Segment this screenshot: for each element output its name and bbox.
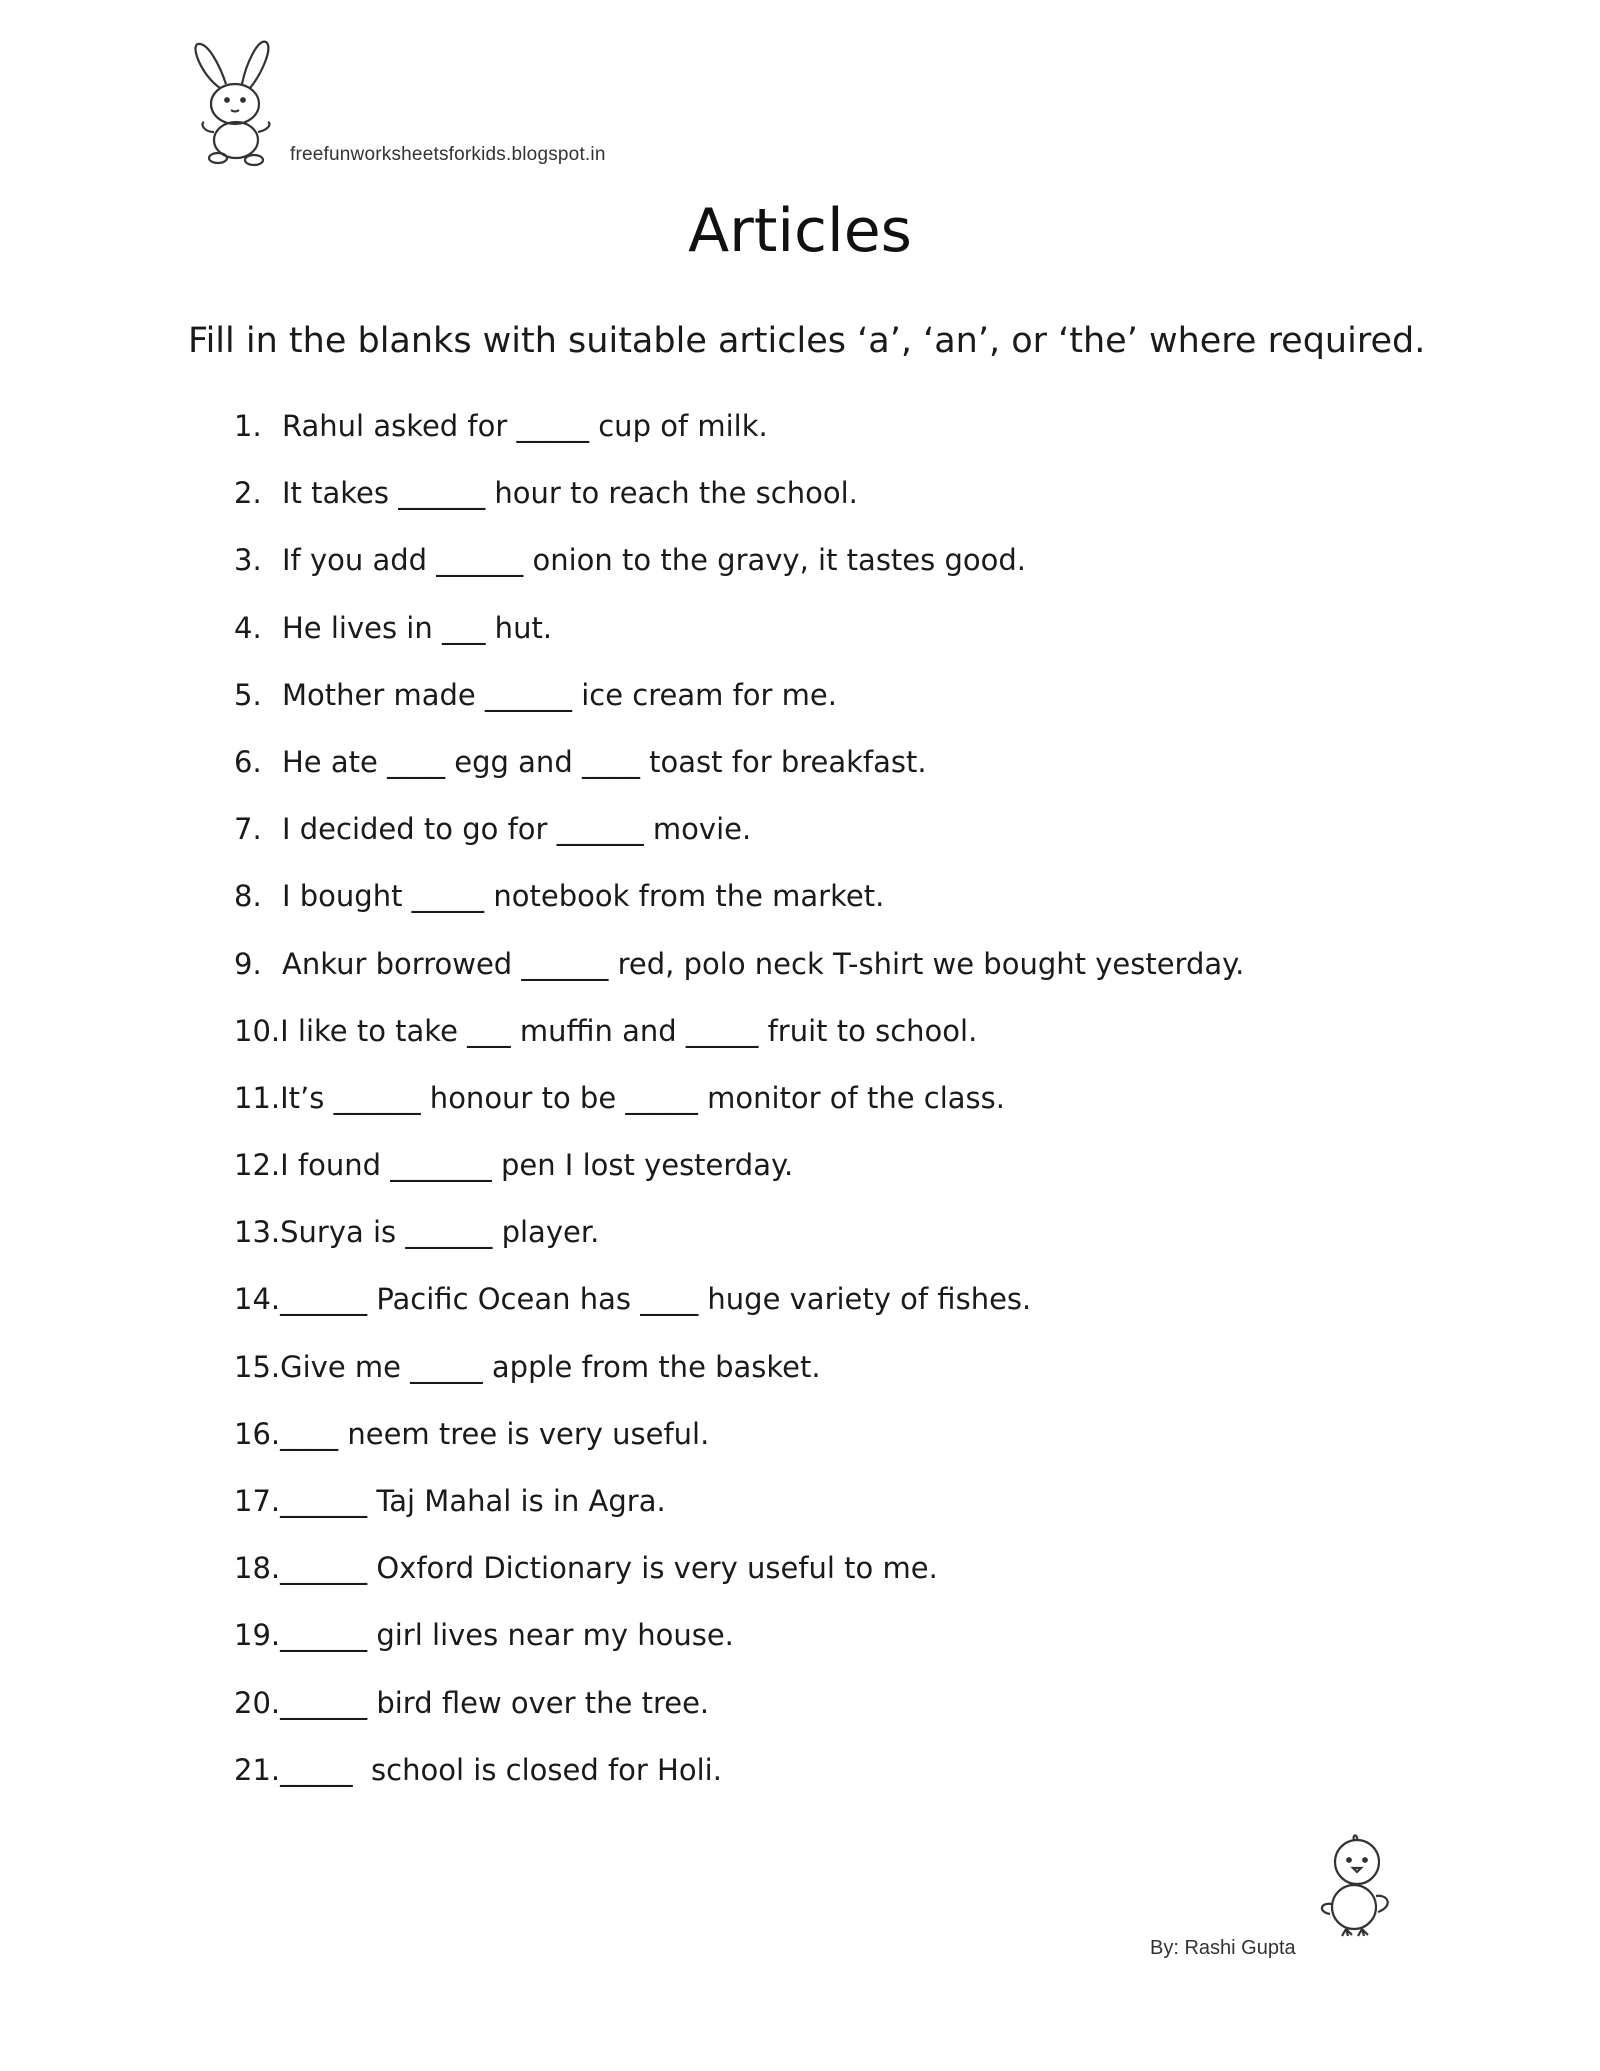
question-text: Surya is ______ player. xyxy=(280,1215,600,1250)
question-item xyxy=(234,802,1244,869)
question-text: He lives in ___ hut. xyxy=(282,610,553,645)
question-text: I found _______ pen I lost yesterday. xyxy=(280,1148,794,1183)
question-number: 12. xyxy=(234,1148,281,1183)
question-text: It takes ______ hour to reach the school. xyxy=(282,476,858,511)
question-number: 10. xyxy=(234,1013,281,1048)
question-text: I decided to go for ______ movie. xyxy=(282,812,752,847)
question-text: _____ school is closed for Holi. xyxy=(280,1752,722,1787)
chick-logo-icon xyxy=(1312,1832,1402,1942)
instructions: Fill in the blanks with suitable articles ‘a’, ‘an’, or ‘the’ where required. xyxy=(188,321,1426,361)
question-text: ______ Pacific Ocean has ____ huge variety of fishes. xyxy=(280,1282,1032,1317)
question-text: ______ bird flew over the tree. xyxy=(280,1685,710,1720)
bunny-logo-icon xyxy=(180,36,290,171)
question-text: He ate ____ egg and ____ toast for breakfast. xyxy=(282,744,927,779)
question-number: 20. xyxy=(234,1685,281,1720)
question-text: ______ girl lives near my house. xyxy=(280,1618,734,1653)
page-title: Articles xyxy=(688,196,912,266)
site-url: freefunworksheetsforkids.blogspot.in xyxy=(290,144,606,165)
question-item xyxy=(234,1474,1244,1541)
question-number: 9. xyxy=(234,946,262,981)
question-item xyxy=(234,937,1244,1004)
question-item xyxy=(234,1340,1244,1407)
question-number: 15. xyxy=(234,1349,281,1384)
question-item xyxy=(234,1608,1244,1675)
question-item xyxy=(234,1676,1244,1743)
question-item xyxy=(234,668,1244,735)
author-credit: By: Rashi Gupta xyxy=(1150,1937,1296,1959)
question-number: 3. xyxy=(234,543,262,578)
question-number: 19. xyxy=(234,1618,281,1653)
question-text: I like to take ___ muffin and _____ fruit to school. xyxy=(280,1013,978,1048)
question-text: I bought _____ notebook from the market. xyxy=(282,879,885,914)
question-item xyxy=(234,869,1244,936)
question-number: 1. xyxy=(234,409,262,443)
question-number: 5. xyxy=(234,677,262,712)
question-item xyxy=(234,466,1244,533)
question-number: 2. xyxy=(234,476,262,511)
question-number: 11. xyxy=(234,1080,281,1115)
question-item xyxy=(234,1407,1244,1474)
question-text: Mother made ______ ice cream for me. xyxy=(282,677,837,712)
question-item xyxy=(234,1004,1244,1071)
question-item xyxy=(234,735,1244,802)
question-number: 18. xyxy=(234,1551,281,1586)
question-number: 16. xyxy=(234,1416,281,1451)
question-number: 17. xyxy=(234,1484,281,1518)
question-item xyxy=(234,1541,1244,1608)
question-item xyxy=(234,1205,1244,1272)
question-item xyxy=(234,1272,1244,1339)
question-item xyxy=(234,533,1244,600)
question-number: 13. xyxy=(234,1215,281,1250)
question-number: 14. xyxy=(234,1282,281,1317)
question-text: ____ neem tree is very useful. xyxy=(280,1416,710,1451)
question-list xyxy=(234,399,1244,1810)
question-text: ______ Oxford Dictionary is very useful to me. xyxy=(280,1551,938,1586)
question-number: 21. xyxy=(234,1752,281,1787)
question-item xyxy=(234,1138,1244,1205)
question-text: Give me _____ apple from the basket. xyxy=(280,1349,821,1384)
question-item xyxy=(234,1743,1244,1810)
question-item xyxy=(234,1071,1244,1138)
question-number: 8. xyxy=(234,879,262,914)
question-text: It’s ______ honour to be _____ monitor of the class. xyxy=(280,1080,1005,1115)
question-text: ______ Taj Mahal is in Agra. xyxy=(280,1484,666,1518)
question-number: 4. xyxy=(234,610,262,645)
question-number: 7. xyxy=(234,812,262,847)
question-text: Ankur borrowed ______ red, polo neck T-shirt we bought yesterday. xyxy=(282,946,1245,981)
question-item xyxy=(234,601,1244,668)
question-text: If you add ______ onion to the gravy, it tastes good. xyxy=(282,543,1026,578)
question-text: Rahul asked for _____ cup of milk. xyxy=(282,409,768,443)
question-number: 6. xyxy=(234,744,262,779)
question-item xyxy=(234,399,1244,466)
